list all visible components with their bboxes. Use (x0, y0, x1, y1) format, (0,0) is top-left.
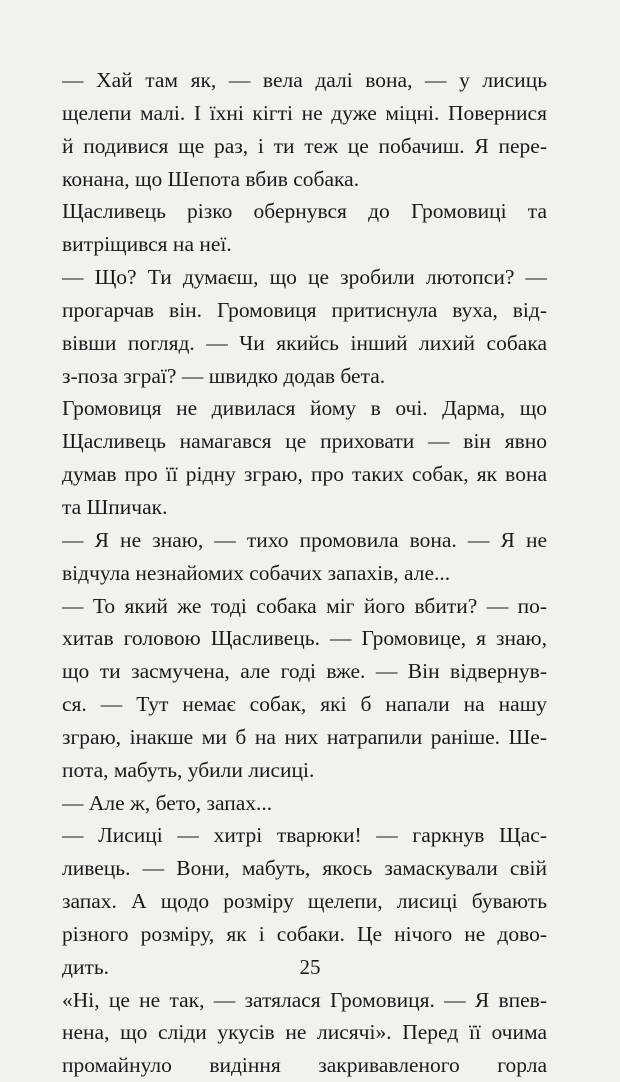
text-line: ливець. — Вони, мабуть, якось замаскували свій (62, 856, 547, 881)
text-line: пота, мабуть, убили лисиці. (62, 757, 315, 782)
text-line: Громовиця не дивилася йому в очі. Дарма, що (62, 396, 547, 421)
text-line: вівши погляд. — Чи якийсь інший лихий собака (62, 330, 547, 355)
text-line: ся. — Тут немає собак, які б напали на нашу (62, 692, 547, 717)
text-line: конана, що Шепота вбив собака. (62, 166, 360, 191)
text-line: різного розміру, як і собаки. Це нічого не дово- (62, 921, 547, 946)
text-line: відчула незнайомих собачих запахів, але... (62, 560, 451, 585)
text-line: витріщився на неї. (62, 232, 232, 257)
text-line: зграю, інакше ми б на них натрапили раніше. Ше- (62, 724, 547, 749)
text-line: дить. (62, 954, 110, 979)
text-line: — Хай там як, — вела далі вона, — у лисиць (62, 68, 547, 92)
text-line: та Шпичак. (62, 494, 168, 519)
text-line: — Лисиці — хитрі тварюки! — гаркнув Щас- (62, 823, 547, 848)
text-line: прогарчав він. Громовиця притиснула вуха, від- (62, 297, 547, 322)
text-line: Щасливець намагався це приховати — він явно (62, 429, 547, 454)
body-text (62, 64, 547, 1082)
text-line: запах. А щодо розміру щелепи, лисиці бувають (62, 889, 547, 914)
text-line: промайнуло видіння закривавленого горла (62, 1053, 547, 1078)
text-line: думав про її рідну зграю, про таких собак, як вона (62, 462, 547, 487)
text-line: «Ні, це не так, — затялася Громовиця. — Я впев- (62, 987, 547, 1012)
text-line: Щасливець різко обернувся до Громовиці та (62, 199, 547, 224)
text-line: нена, що сліди укусів не лисячі». Перед її очима (62, 1020, 547, 1045)
text-line: — Але ж, бето, запах... (62, 790, 273, 815)
text-line: — Що? Ти думаєш, що це зробили лютопси? — (62, 265, 547, 290)
text-line: — Я не знаю, — тихо промовила вона. — Я не (62, 527, 547, 552)
text-line: щелепи малі. І їхні кігті не дуже міцні. Повернися (62, 100, 547, 125)
text-line: й подивися ще раз, і ти теж це побачиш. Я пере- (62, 133, 547, 158)
text-line: хитав головою Щасливець. — Громовице, я знаю, (62, 626, 547, 651)
text-line: з-поза зграї? — швидко додав бета. (62, 363, 386, 388)
text-line: — То який же тоді собака міг його вбити? — по- (62, 593, 547, 618)
page-number: 25 (299, 955, 321, 979)
text-line: що ти засмучена, але годі вже. — Він відвернув- (62, 659, 547, 684)
